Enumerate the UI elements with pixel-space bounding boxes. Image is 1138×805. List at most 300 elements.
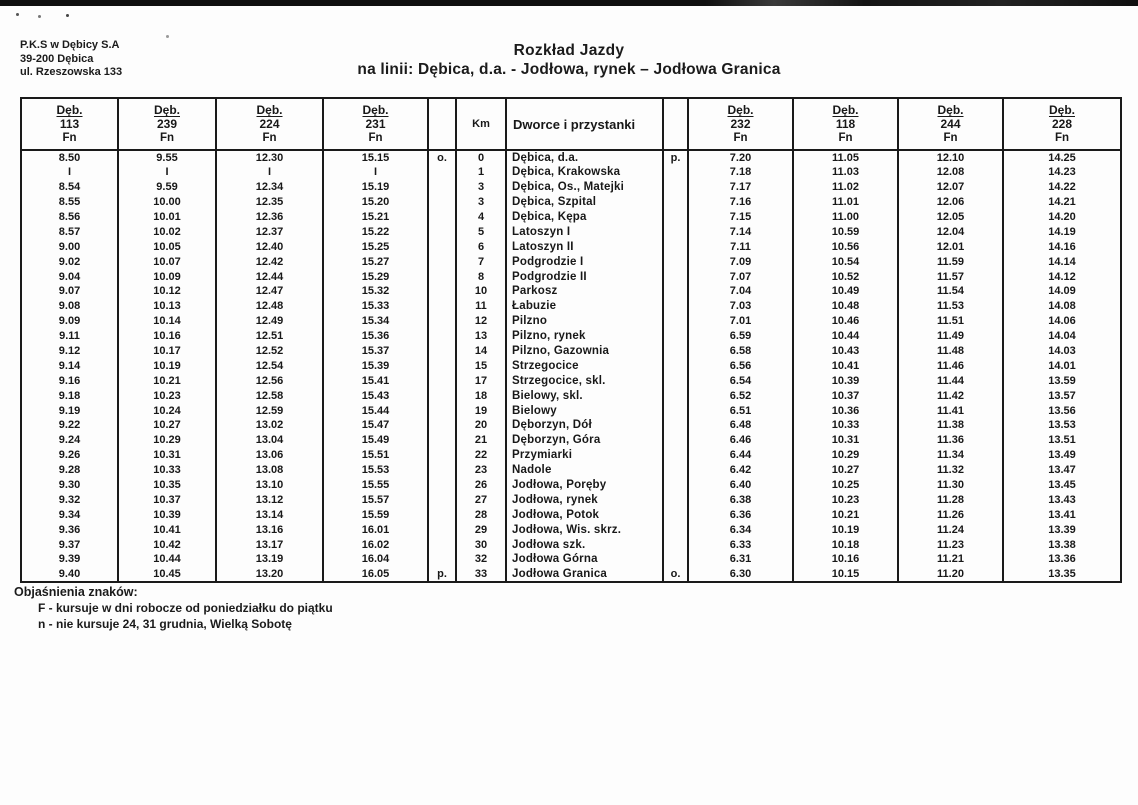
stop-cell: Jodłowa szk. xyxy=(506,537,663,552)
time-cell: 15.44 xyxy=(323,403,428,418)
time-cell: 7.14 xyxy=(688,224,793,239)
time-cell: 13.51 xyxy=(1003,433,1121,448)
km-cell: 29 xyxy=(456,522,506,537)
column-place: Dęb. xyxy=(937,103,964,117)
time-cell: 12.44 xyxy=(216,269,323,284)
time-cell: 12.48 xyxy=(216,299,323,314)
time-cell: 12.34 xyxy=(216,180,323,195)
marker-cell xyxy=(428,165,456,180)
time-cell: 15.47 xyxy=(323,418,428,433)
marker-cell xyxy=(663,180,688,195)
time-cell: 16.04 xyxy=(323,552,428,567)
marker-column-header-right xyxy=(663,98,688,150)
time-cell: 10.33 xyxy=(118,463,216,478)
timetable-row xyxy=(21,537,1121,552)
time-cell: 7.15 xyxy=(688,210,793,225)
time-cell: 6.38 xyxy=(688,492,793,507)
time-cell: 8.55 xyxy=(21,195,118,210)
stop-cell: Dębica, Kępa xyxy=(506,210,663,225)
time-cell: 16.01 xyxy=(323,522,428,537)
time-cell: 10.18 xyxy=(793,537,898,552)
time-cell: 12.37 xyxy=(216,224,323,239)
time-cell: 6.44 xyxy=(688,448,793,463)
time-cell: 10.27 xyxy=(793,463,898,478)
marker-cell xyxy=(663,165,688,180)
marker-cell xyxy=(663,448,688,463)
time-cell: 10.15 xyxy=(793,567,898,582)
time-cell: 15.53 xyxy=(323,463,428,478)
time-cell: 12.56 xyxy=(216,373,323,388)
stop-cell: Jodłowa, rynek xyxy=(506,492,663,507)
time-cell: 14.12 xyxy=(1003,269,1121,284)
column-symbols: Fn xyxy=(733,132,748,144)
timetable-row xyxy=(21,507,1121,522)
km-cell: 26 xyxy=(456,478,506,493)
marker-cell xyxy=(428,418,456,433)
column-place: Dęb. xyxy=(727,103,754,117)
time-cell: 15.36 xyxy=(323,329,428,344)
time-cell: 14.25 xyxy=(1003,150,1121,165)
time-cell: 6.54 xyxy=(688,373,793,388)
km-cell: 1 xyxy=(456,165,506,180)
time-cell: 11.44 xyxy=(898,373,1003,388)
time-cell: 9.00 xyxy=(21,239,118,254)
time-cell: 11.20 xyxy=(898,567,1003,582)
marker-cell xyxy=(428,537,456,552)
timetable-row xyxy=(21,344,1121,359)
marker-cell xyxy=(663,463,688,478)
marker-cell xyxy=(663,239,688,254)
scan-noise-dots xyxy=(16,13,19,16)
marker-column-header-left xyxy=(428,98,456,150)
stop-cell: Łabuzie xyxy=(506,299,663,314)
km-cell: 7 xyxy=(456,254,506,269)
time-cell: 14.09 xyxy=(1003,284,1121,299)
time-cell: 11.46 xyxy=(898,358,1003,373)
time-cell: 13.20 xyxy=(216,567,323,582)
column-symbols: Fn xyxy=(943,132,958,144)
timetable-row xyxy=(21,492,1121,507)
time-cell: 13.17 xyxy=(216,537,323,552)
time-cell: 9.11 xyxy=(21,329,118,344)
time-cell: 13.10 xyxy=(216,478,323,493)
time-cell: 10.00 xyxy=(118,195,216,210)
page-subtitle: na linii: Dębica, d.a. - Jodłowa, rynek – Jodłowa Granica xyxy=(357,61,781,78)
time-cell: 10.16 xyxy=(118,329,216,344)
column-course: 224 xyxy=(259,117,280,131)
time-cell: 9.14 xyxy=(21,358,118,373)
marker-cell xyxy=(663,358,688,373)
time-cell: 10.56 xyxy=(793,239,898,254)
timetable-row xyxy=(21,239,1121,254)
time-cell: 12.30 xyxy=(216,150,323,165)
stop-cell: Strzegocice, skl. xyxy=(506,373,663,388)
marker-cell xyxy=(428,329,456,344)
time-cell: 11.00 xyxy=(793,210,898,225)
time-cell: 10.48 xyxy=(793,299,898,314)
time-cell: 15.37 xyxy=(323,344,428,359)
km-cell: 20 xyxy=(456,418,506,433)
time-cell: 10.05 xyxy=(118,239,216,254)
time-cell: 13.35 xyxy=(1003,567,1121,582)
time-cell: 15.39 xyxy=(323,358,428,373)
time-cell: 6.33 xyxy=(688,537,793,552)
timetable-row xyxy=(21,165,1121,180)
column-place: Dęb. xyxy=(56,103,83,117)
time-cell: 6.48 xyxy=(688,418,793,433)
column-place: Dęb. xyxy=(362,103,389,117)
time-cell: 6.42 xyxy=(688,463,793,478)
time-cell: 9.34 xyxy=(21,507,118,522)
marker-cell xyxy=(663,403,688,418)
time-cell: 10.07 xyxy=(118,254,216,269)
marker-cell xyxy=(663,314,688,329)
time-cell: 9.16 xyxy=(21,373,118,388)
marker-cell xyxy=(428,448,456,463)
time-cell: 14.03 xyxy=(1003,344,1121,359)
time-cell: 12.59 xyxy=(216,403,323,418)
km-cell: 33 xyxy=(456,567,506,582)
time-cell: 10.43 xyxy=(793,344,898,359)
time-cell: 12.05 xyxy=(898,210,1003,225)
km-cell: 5 xyxy=(456,224,506,239)
time-cell: 12.08 xyxy=(898,165,1003,180)
time-cell: 13.53 xyxy=(1003,418,1121,433)
km-cell: 6 xyxy=(456,239,506,254)
time-cell: 14.14 xyxy=(1003,254,1121,269)
legend-item-n: n - nie kursuje 24, 31 grudnia, Wielką Sobotę xyxy=(38,617,292,631)
time-cell: 15.59 xyxy=(323,507,428,522)
km-cell: 13 xyxy=(456,329,506,344)
marker-cell xyxy=(663,344,688,359)
time-cell: 9.26 xyxy=(21,448,118,463)
stop-cell: Jodłowa, Poręby xyxy=(506,478,663,493)
time-cell: 12.04 xyxy=(898,224,1003,239)
timetable-row xyxy=(21,254,1121,269)
km-cell: 4 xyxy=(456,210,506,225)
stop-cell: Dęborzyn, Dół xyxy=(506,418,663,433)
timetable-row xyxy=(21,418,1121,433)
time-cell: 14.01 xyxy=(1003,358,1121,373)
stop-cell: Dębica, Krakowska xyxy=(506,165,663,180)
km-cell: 8 xyxy=(456,269,506,284)
time-cell: 15.29 xyxy=(323,269,428,284)
time-cell: 15.41 xyxy=(323,373,428,388)
time-cell: 7.01 xyxy=(688,314,793,329)
time-cell: 9.59 xyxy=(118,180,216,195)
km-cell: 22 xyxy=(456,448,506,463)
time-cell: 6.51 xyxy=(688,403,793,418)
time-cell: 9.19 xyxy=(21,403,118,418)
time-cell: 9.22 xyxy=(21,418,118,433)
time-cell: 7.11 xyxy=(688,239,793,254)
time-cell: 10.25 xyxy=(793,478,898,493)
time-cell: 8.50 xyxy=(21,150,118,165)
timetable-row xyxy=(21,284,1121,299)
time-cell: I xyxy=(323,165,428,180)
marker-cell xyxy=(663,195,688,210)
time-cell: 15.34 xyxy=(323,314,428,329)
time-cell: 10.45 xyxy=(118,567,216,582)
km-cell: 0 xyxy=(456,150,506,165)
time-cell: I xyxy=(118,165,216,180)
timetable-row xyxy=(21,373,1121,388)
time-cell: 16.02 xyxy=(323,537,428,552)
time-cell: 13.38 xyxy=(1003,537,1121,552)
time-cell: 7.17 xyxy=(688,180,793,195)
marker-cell xyxy=(428,224,456,239)
timetable-header-row xyxy=(21,98,1121,150)
marker-cell: o. xyxy=(663,567,688,582)
km-cell: 27 xyxy=(456,492,506,507)
timetable-row xyxy=(21,269,1121,284)
time-cell: 9.32 xyxy=(21,492,118,507)
time-cell: 6.40 xyxy=(688,478,793,493)
marker-cell xyxy=(663,418,688,433)
marker-cell xyxy=(428,314,456,329)
marker-cell xyxy=(428,433,456,448)
timetable-row xyxy=(21,433,1121,448)
stop-cell: Parkosz xyxy=(506,284,663,299)
time-cell: 10.37 xyxy=(118,492,216,507)
column-header-course-244 xyxy=(898,98,1003,150)
column-header-course-232 xyxy=(688,98,793,150)
stop-cell: Dębica, Szpital xyxy=(506,195,663,210)
marker-cell xyxy=(663,388,688,403)
stop-cell: Latoszyn II xyxy=(506,239,663,254)
time-cell: 10.35 xyxy=(118,478,216,493)
time-cell: 12.49 xyxy=(216,314,323,329)
time-cell: 15.22 xyxy=(323,224,428,239)
time-cell: 10.44 xyxy=(118,552,216,567)
time-cell: 11.24 xyxy=(898,522,1003,537)
time-cell: 14.21 xyxy=(1003,195,1121,210)
time-cell: 11.59 xyxy=(898,254,1003,269)
km-cell: 18 xyxy=(456,388,506,403)
time-cell: 13.19 xyxy=(216,552,323,567)
km-cell: 11 xyxy=(456,299,506,314)
time-cell: 10.12 xyxy=(118,284,216,299)
time-cell: 15.21 xyxy=(323,210,428,225)
time-cell: 10.19 xyxy=(118,358,216,373)
stop-cell: Podgrodzie II xyxy=(506,269,663,284)
marker-cell xyxy=(663,210,688,225)
time-cell: 9.37 xyxy=(21,537,118,552)
km-cell: 14 xyxy=(456,344,506,359)
stop-cell: Pilzno, Gazownia xyxy=(506,344,663,359)
time-cell: 11.34 xyxy=(898,448,1003,463)
page-title: Rozkład Jazdy xyxy=(513,42,625,59)
time-cell: 10.02 xyxy=(118,224,216,239)
time-cell: 14.04 xyxy=(1003,329,1121,344)
time-cell: 12.54 xyxy=(216,358,323,373)
time-cell: 12.47 xyxy=(216,284,323,299)
timetable xyxy=(20,97,1122,583)
time-cell: 7.20 xyxy=(688,150,793,165)
marker-cell xyxy=(428,403,456,418)
time-cell: 13.43 xyxy=(1003,492,1121,507)
time-cell: 11.51 xyxy=(898,314,1003,329)
time-cell: 9.08 xyxy=(21,299,118,314)
marker-cell xyxy=(663,492,688,507)
time-cell: 8.56 xyxy=(21,210,118,225)
stop-cell: Bielowy, skl. xyxy=(506,388,663,403)
stop-cell: Latoszyn I xyxy=(506,224,663,239)
time-cell: 10.19 xyxy=(793,522,898,537)
time-cell: 13.59 xyxy=(1003,373,1121,388)
time-cell: 9.24 xyxy=(21,433,118,448)
marker-cell xyxy=(663,522,688,537)
column-header-course-228 xyxy=(1003,98,1121,150)
marker-cell xyxy=(428,284,456,299)
timetable-row xyxy=(21,567,1121,582)
time-cell: 12.01 xyxy=(898,239,1003,254)
timetable-row xyxy=(21,522,1121,537)
time-cell: 11.54 xyxy=(898,284,1003,299)
time-cell: 13.08 xyxy=(216,463,323,478)
column-course: 232 xyxy=(730,117,751,131)
timetable-row xyxy=(21,403,1121,418)
time-cell: 15.20 xyxy=(323,195,428,210)
time-cell: 11.49 xyxy=(898,329,1003,344)
time-cell: 13.41 xyxy=(1003,507,1121,522)
marker-cell: p. xyxy=(663,150,688,165)
time-cell: 15.25 xyxy=(323,239,428,254)
column-course: 231 xyxy=(365,117,386,131)
time-cell: 12.07 xyxy=(898,180,1003,195)
marker-cell xyxy=(663,433,688,448)
time-cell: 10.41 xyxy=(793,358,898,373)
marker-cell xyxy=(428,492,456,507)
marker-cell xyxy=(428,388,456,403)
time-cell: 10.49 xyxy=(793,284,898,299)
time-cell: 9.12 xyxy=(21,344,118,359)
column-header-course-231 xyxy=(323,98,428,150)
time-cell: 12.58 xyxy=(216,388,323,403)
time-cell: 12.36 xyxy=(216,210,323,225)
time-cell: 11.30 xyxy=(898,478,1003,493)
time-cell: 9.40 xyxy=(21,567,118,582)
time-cell: 15.51 xyxy=(323,448,428,463)
time-cell: 14.22 xyxy=(1003,180,1121,195)
time-cell: 11.02 xyxy=(793,180,898,195)
time-cell: 10.59 xyxy=(793,224,898,239)
column-symbols: Fn xyxy=(159,132,175,144)
time-cell: 13.47 xyxy=(1003,463,1121,478)
time-cell: 8.54 xyxy=(21,180,118,195)
time-cell: 10.17 xyxy=(118,344,216,359)
marker-cell xyxy=(663,284,688,299)
company-city: 39-200 Dębica xyxy=(20,52,94,65)
time-cell: 11.03 xyxy=(793,165,898,180)
column-symbols: Fn xyxy=(62,132,77,144)
time-cell: 9.39 xyxy=(21,552,118,567)
timetable-row xyxy=(21,210,1121,225)
timetable-row xyxy=(21,358,1121,373)
column-symbols: Fn xyxy=(1054,132,1070,144)
time-cell: 7.18 xyxy=(688,165,793,180)
column-header-course-239 xyxy=(118,98,216,150)
km-cell: 28 xyxy=(456,507,506,522)
time-cell: 7.09 xyxy=(688,254,793,269)
time-cell: 12.40 xyxy=(216,239,323,254)
time-cell: 6.34 xyxy=(688,522,793,537)
time-cell: 14.23 xyxy=(1003,165,1121,180)
time-cell: 6.59 xyxy=(688,329,793,344)
time-cell: 13.49 xyxy=(1003,448,1121,463)
km-cell: 23 xyxy=(456,463,506,478)
time-cell: 13.02 xyxy=(216,418,323,433)
column-course: 228 xyxy=(1051,117,1073,131)
column-course: 118 xyxy=(835,117,856,131)
time-cell: 6.56 xyxy=(688,358,793,373)
time-cell: 15.57 xyxy=(323,492,428,507)
time-cell: 12.52 xyxy=(216,344,323,359)
marker-cell xyxy=(663,329,688,344)
column-header-course-113 xyxy=(21,98,118,150)
time-cell: 6.46 xyxy=(688,433,793,448)
time-cell: 7.03 xyxy=(688,299,793,314)
time-cell: 11.48 xyxy=(898,344,1003,359)
km-cell: 30 xyxy=(456,537,506,552)
km-cell: 3 xyxy=(456,195,506,210)
time-cell: 10.24 xyxy=(118,403,216,418)
marker-cell xyxy=(428,552,456,567)
marker-cell xyxy=(428,358,456,373)
stop-cell: Jodłowa, Wis. skrz. xyxy=(506,522,663,537)
marker-cell xyxy=(428,299,456,314)
time-cell: 10.27 xyxy=(118,418,216,433)
marker-cell xyxy=(428,180,456,195)
time-cell: 13.06 xyxy=(216,448,323,463)
time-cell: 12.06 xyxy=(898,195,1003,210)
marker-cell: p. xyxy=(428,567,456,582)
time-cell: 11.57 xyxy=(898,269,1003,284)
time-cell: 10.37 xyxy=(793,388,898,403)
time-cell: 14.16 xyxy=(1003,239,1121,254)
marker-cell xyxy=(428,522,456,537)
km-cell: 19 xyxy=(456,403,506,418)
time-cell: 11.01 xyxy=(793,195,898,210)
time-cell: 6.52 xyxy=(688,388,793,403)
stop-cell: Przymiarki xyxy=(506,448,663,463)
time-cell: 9.36 xyxy=(21,522,118,537)
time-cell: 11.32 xyxy=(898,463,1003,478)
marker-cell xyxy=(428,210,456,225)
time-cell: 14.20 xyxy=(1003,210,1121,225)
column-symbols: Fn xyxy=(838,132,853,144)
timetable-row xyxy=(21,463,1121,478)
km-cell: 3 xyxy=(456,180,506,195)
time-cell: 6.31 xyxy=(688,552,793,567)
time-cell: 12.35 xyxy=(216,195,323,210)
column-place: Dęb. xyxy=(832,103,859,117)
stop-cell: Strzegocice xyxy=(506,358,663,373)
marker-cell xyxy=(663,478,688,493)
timetable-row xyxy=(21,314,1121,329)
time-cell: 10.13 xyxy=(118,299,216,314)
time-cell: 15.55 xyxy=(323,478,428,493)
km-column-header: Km xyxy=(456,98,506,150)
time-cell: 10.31 xyxy=(118,448,216,463)
time-cell: 10.09 xyxy=(118,269,216,284)
column-course: 239 xyxy=(156,117,178,131)
column-place: Dęb. xyxy=(153,103,180,117)
time-cell: 13.57 xyxy=(1003,388,1121,403)
marker-cell xyxy=(428,507,456,522)
marker-cell xyxy=(663,299,688,314)
marker-cell xyxy=(428,239,456,254)
